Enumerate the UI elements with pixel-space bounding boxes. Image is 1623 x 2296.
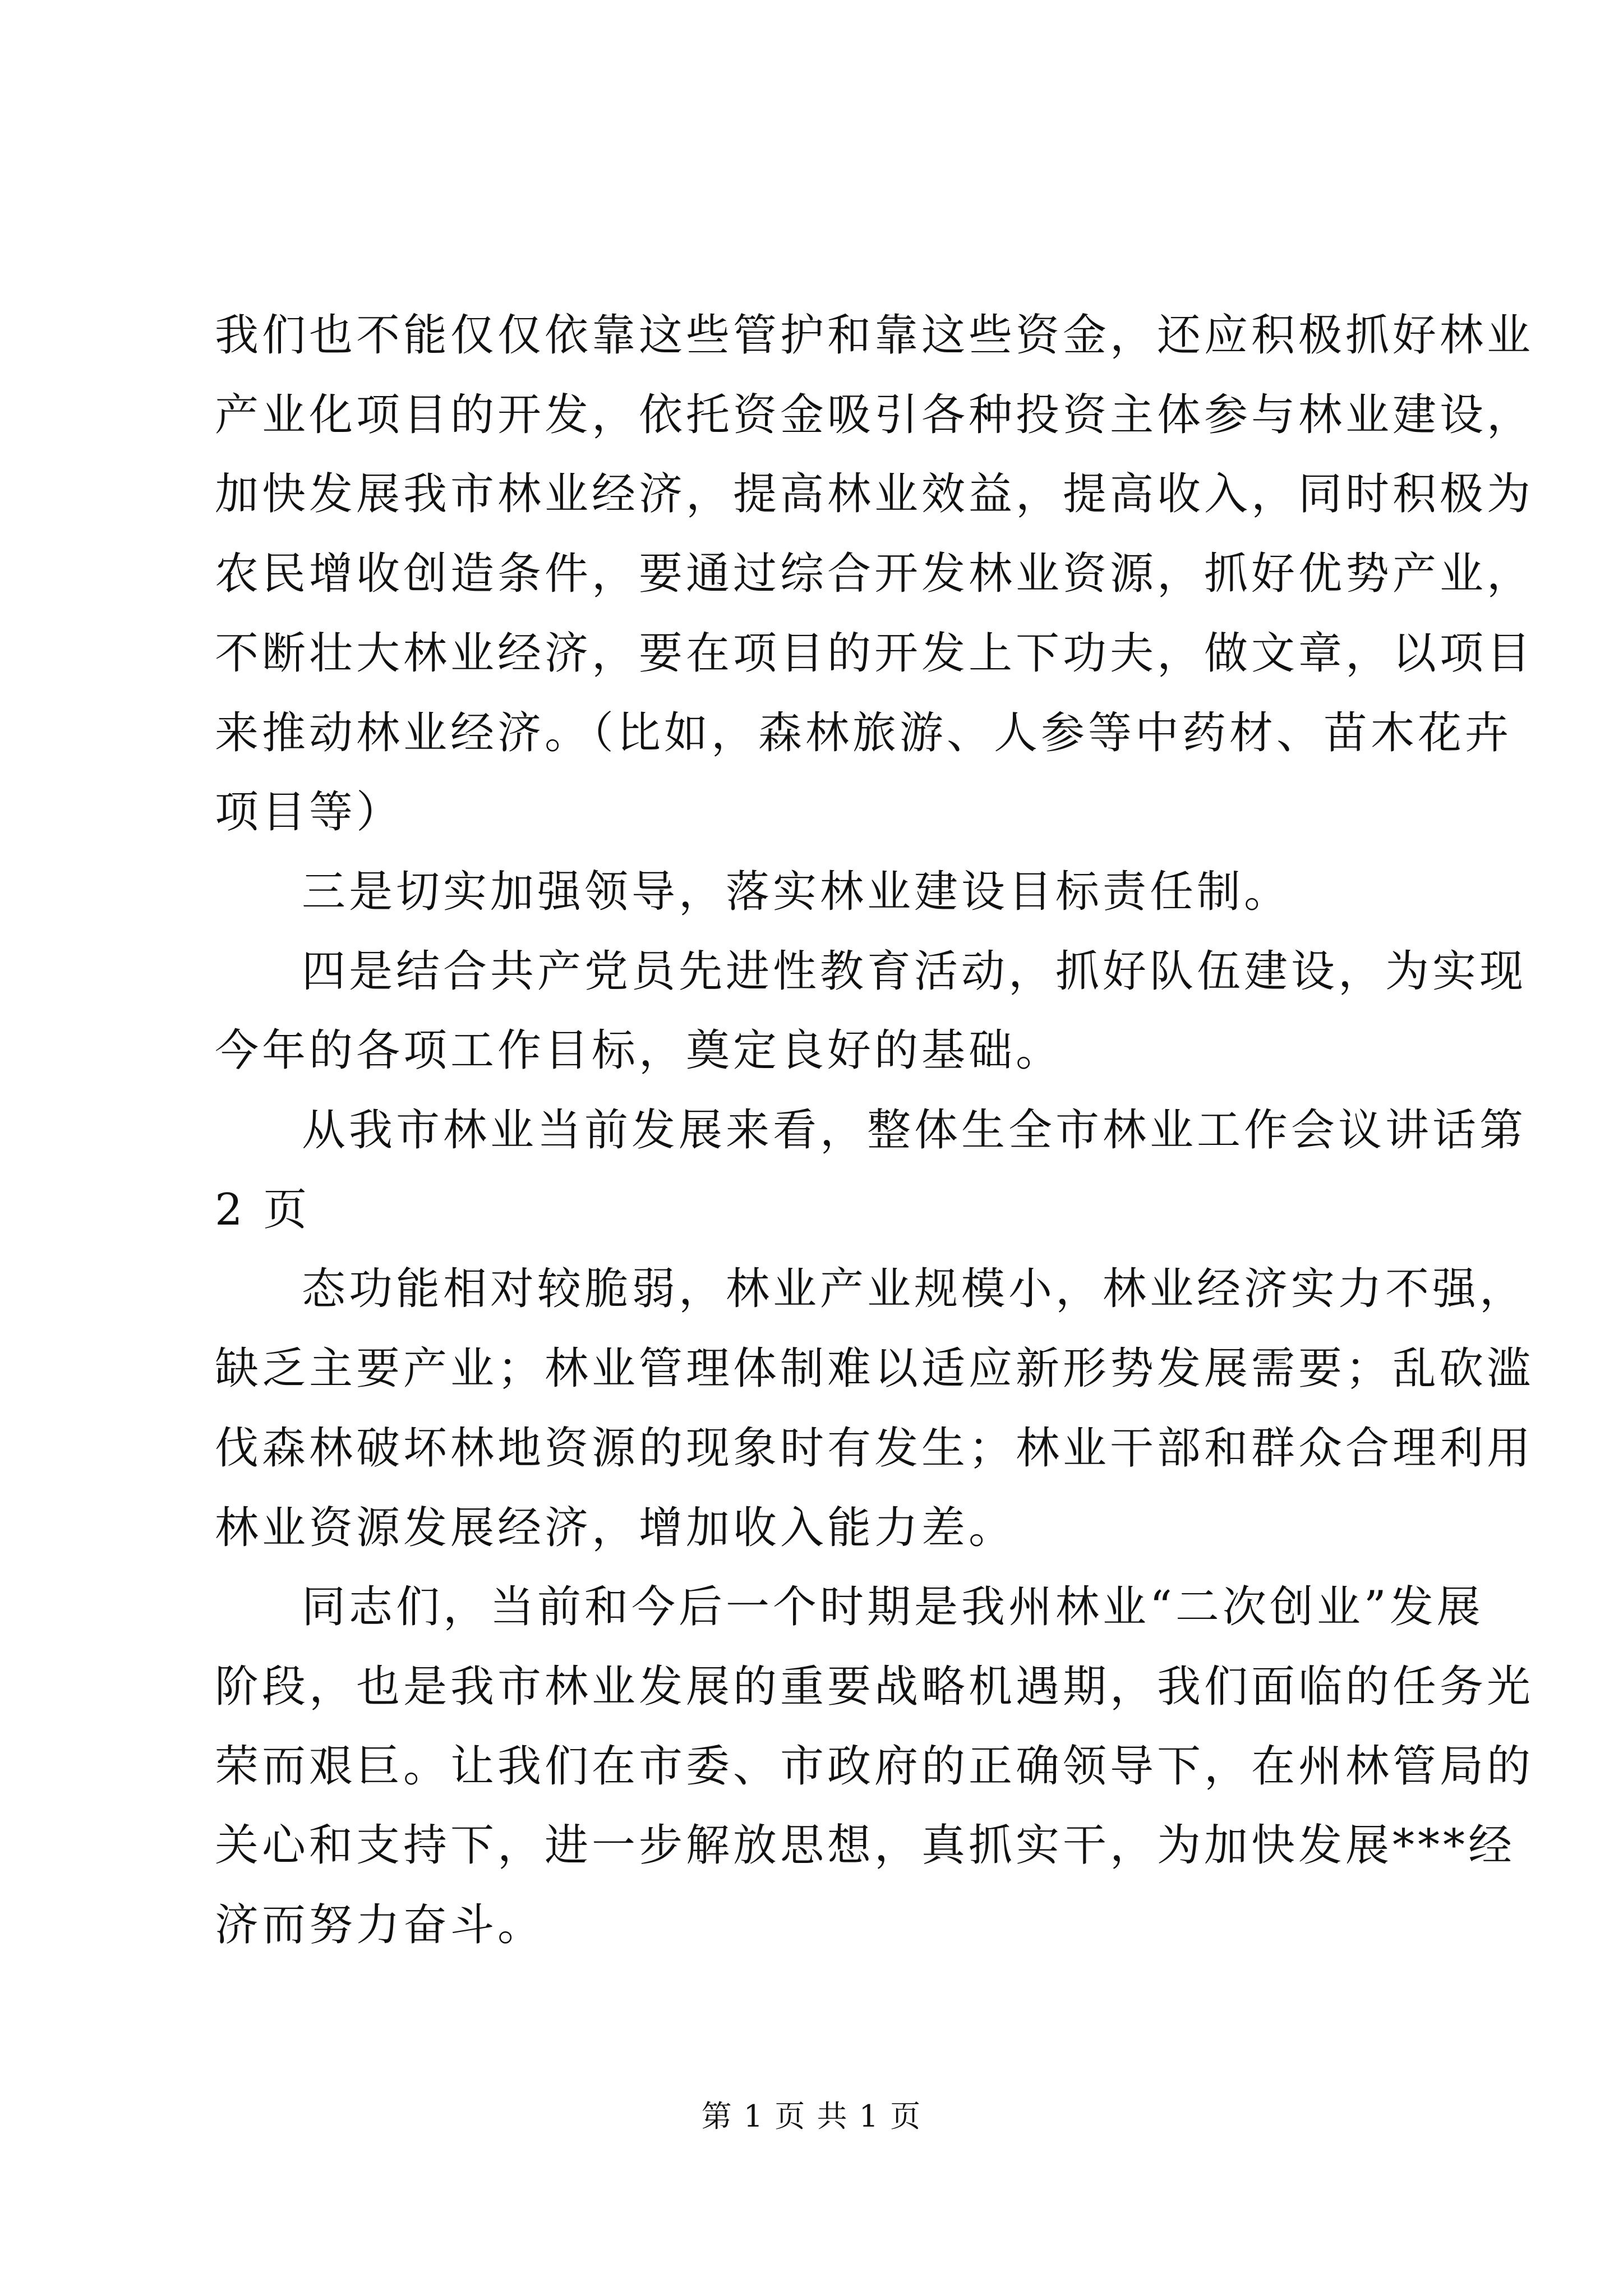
body-text-line: 今年的各项工作目标，奠定良好的基础。 [215, 1025, 1063, 1076]
body-text-line: 缺乏主要产业；林业管理体制难以适应新形势发展需要；乱砍滥 [215, 1343, 1534, 1394]
paragraph-first-line: 三是切实加强领导，落实林业建设目标责任制。 [302, 867, 1292, 917]
body-text-line: 农民增收创造条件，要通过综合开发林业资源，抓好优势产业， [215, 549, 1534, 599]
body-text-line: 来推动林业经济。（比如，森林旅游、人参等中药材、苗木花卉 [215, 708, 1513, 758]
body-text-line: 产业化项目的开发，依托资金吸引各种投资主体参与林业建设， [215, 390, 1534, 440]
body-text-line: 不断壮大林业经济，要在项目的开发上下功夫，做文章，以项目 [215, 628, 1534, 679]
body-text-line: 林业资源发展经济，增加收入能力差。 [215, 1503, 1016, 1553]
body-text-line: 2 页 [215, 1185, 311, 1235]
body-text-line: 伐森林破坏林地资源的现象时有发生；林业干部和群众合理利用 [215, 1423, 1534, 1474]
paragraph-first-line: 同志们，当前和今后一个时期是我州林业“二次创业”发展 [302, 1582, 1484, 1632]
body-text-line: 荣而艰巨。让我们在市委、市政府的正确领导下，在州林管局的 [215, 1741, 1534, 1792]
body-text-line: 阶段，也是我市林业发展的重要战略机遇期，我们面临的任务光 [215, 1662, 1534, 1712]
paragraph-first-line: 从我市林业当前发展来看，整体生全市林业工作会议讲话第 [302, 1105, 1527, 1156]
page-footer: 第 1 页 共 1 页 [701, 2099, 922, 2134]
body-text-line: 项目等） [215, 787, 404, 838]
body-text-line: 关心和支持下，进一步解放思想，真抓实干，为加快发展***经 [215, 1820, 1516, 1871]
body-text-line: 济而努力奋斗。 [215, 1900, 545, 1950]
paragraph-first-line: 四是结合共产党员先进性教育活动，抓好队伍建设，为实现 [302, 946, 1527, 997]
body-text-line: 我们也不能仅仅依靠这些管护和靠这些资金，还应积极抓好林业 [215, 310, 1534, 361]
body-text-line: 加快发展我市林业经济，提高林业效益，提高收入，同时积极为 [215, 469, 1534, 519]
paragraph-first-line: 态功能相对较脆弱，林业产业规模小，林业经济实力不强， [302, 1264, 1527, 1314]
